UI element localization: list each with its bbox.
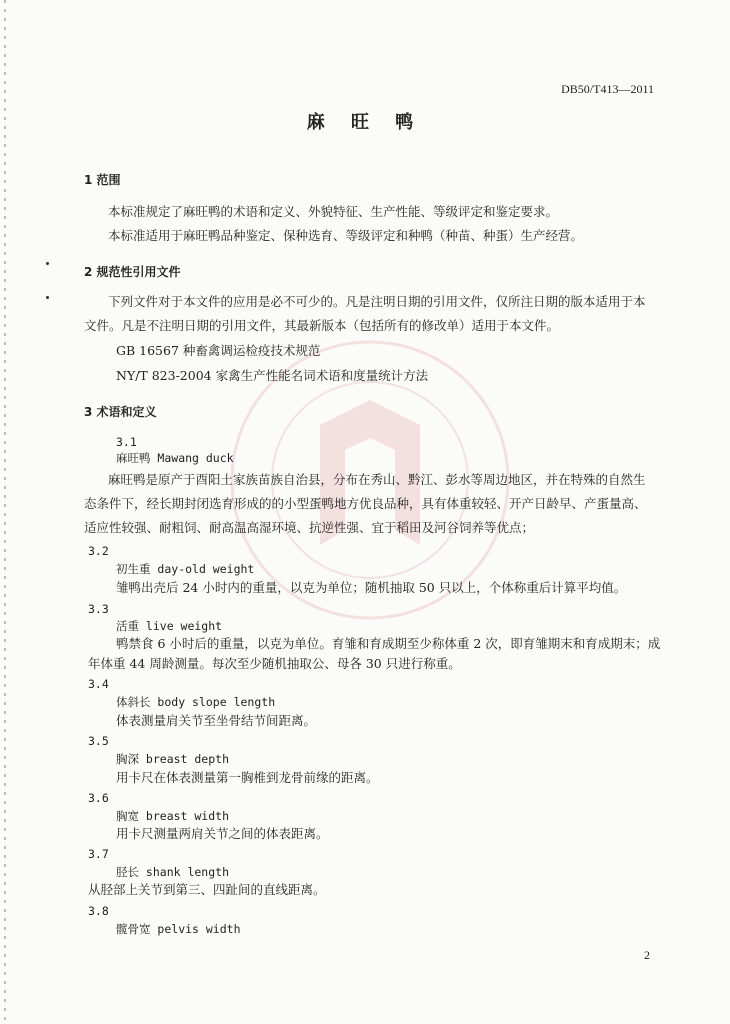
term-title: 胫长 shank length (116, 865, 230, 879)
term-number: 3.4 (88, 677, 109, 691)
page-title: 麻 旺 鸭 (306, 112, 424, 133)
term-definition: 适应性较强、耐粗饲、耐高温高湿环境、抗逆性强、宜于稻田及河谷饲养等优点； (84, 520, 535, 535)
term-number: 3.5 (88, 734, 109, 748)
page-number: 2 (644, 948, 650, 962)
paragraph: 本标准适用于麻旺鸭品种鉴定、保种选育、等级评定和种鸭（种苗、种蛋）生产经营。 (108, 228, 584, 243)
term-definition: 年体重 44 周龄测量。每次至少随机抽取公、母各 30 只进行称重。 (88, 656, 461, 671)
term-definition: 麻旺鸭是原产于酉阳土家族苗族自治县，分布在秀山、黔江、彭水等周边地区，并在特殊的自然生 (108, 472, 646, 487)
section-heading-normative-references: 2 规范性引用文件 (84, 265, 181, 279)
term-number: 3.3 (88, 602, 109, 616)
term-title: 活重 live weight (116, 619, 223, 633)
term-title: 胸深 breast depth (116, 752, 230, 766)
term-number: 3.1 (116, 435, 137, 449)
term-title: 初生重 day-old weight (116, 562, 255, 576)
scan-edge-marks (4, 0, 6, 1024)
term-title: 麻旺鸭 Mawang duck (116, 451, 234, 465)
reference-item: NY/T 823-2004 家禽生产性能名词术语和度量统计方法 (116, 368, 429, 383)
term-number: 3.2 (88, 544, 109, 558)
reference-item: GB 16567 种畜禽调运检疫技术规范 (116, 343, 321, 358)
term-definition: 用卡尺测量两肩关节之间的体表距离。 (116, 826, 329, 841)
term-title: 体斜长 body slope length (116, 695, 276, 709)
paragraph: 本标准规定了麻旺鸭的术语和定义、外貌特征、生产性能、等级评定和鉴定要求。 (108, 204, 559, 219)
term-definition: 态条件下，经长期封闭选育形成的的小型蛋鸭地方优良品种，具有体重较轻、开产日龄早、产蛋量高、 (84, 496, 647, 511)
term-title: 髋骨宽 pelvis width (116, 922, 241, 936)
section-heading-terms: 3 术语和定义 (84, 405, 157, 419)
term-definition: 体表测量肩关节至坐骨结节间距离。 (116, 713, 317, 728)
term-definition: 雏鸭出壳后 24 小时内的重量，以克为单位；随机抽取 50 只以上，个体称重后计算平均值。 (116, 580, 627, 595)
paragraph: 下列文件对于本文件的应用是必不可少的。凡是注明日期的引用文件，仅所注日期的版本适用于本 (108, 294, 646, 309)
term-definition: 鸭禁食 6 小时后的重量，以克为单位。育雏和育成期至少称体重 2 次，即育雏期末和育成期末；成 (116, 636, 661, 651)
standard-code: DB50/T413—2011 (561, 82, 654, 96)
term-number: 3.6 (88, 791, 109, 805)
term-definition: 从胫部上关节到第三、四趾间的直线距离。 (88, 882, 326, 897)
scan-speck (46, 262, 49, 265)
scan-speck (46, 296, 49, 299)
paragraph: 文件。凡是不注明日期的引用文件，其最新版本（包括所有的修改单）适用于本文件。 (84, 318, 560, 333)
term-number: 3.7 (88, 847, 109, 861)
term-title: 胸宽 breast width (116, 809, 230, 823)
section-heading-scope: 1 范围 (84, 173, 121, 187)
term-definition: 用卡尺在体表测量第一胸椎到龙骨前缘的距离。 (116, 770, 379, 785)
term-number: 3.8 (88, 904, 109, 918)
